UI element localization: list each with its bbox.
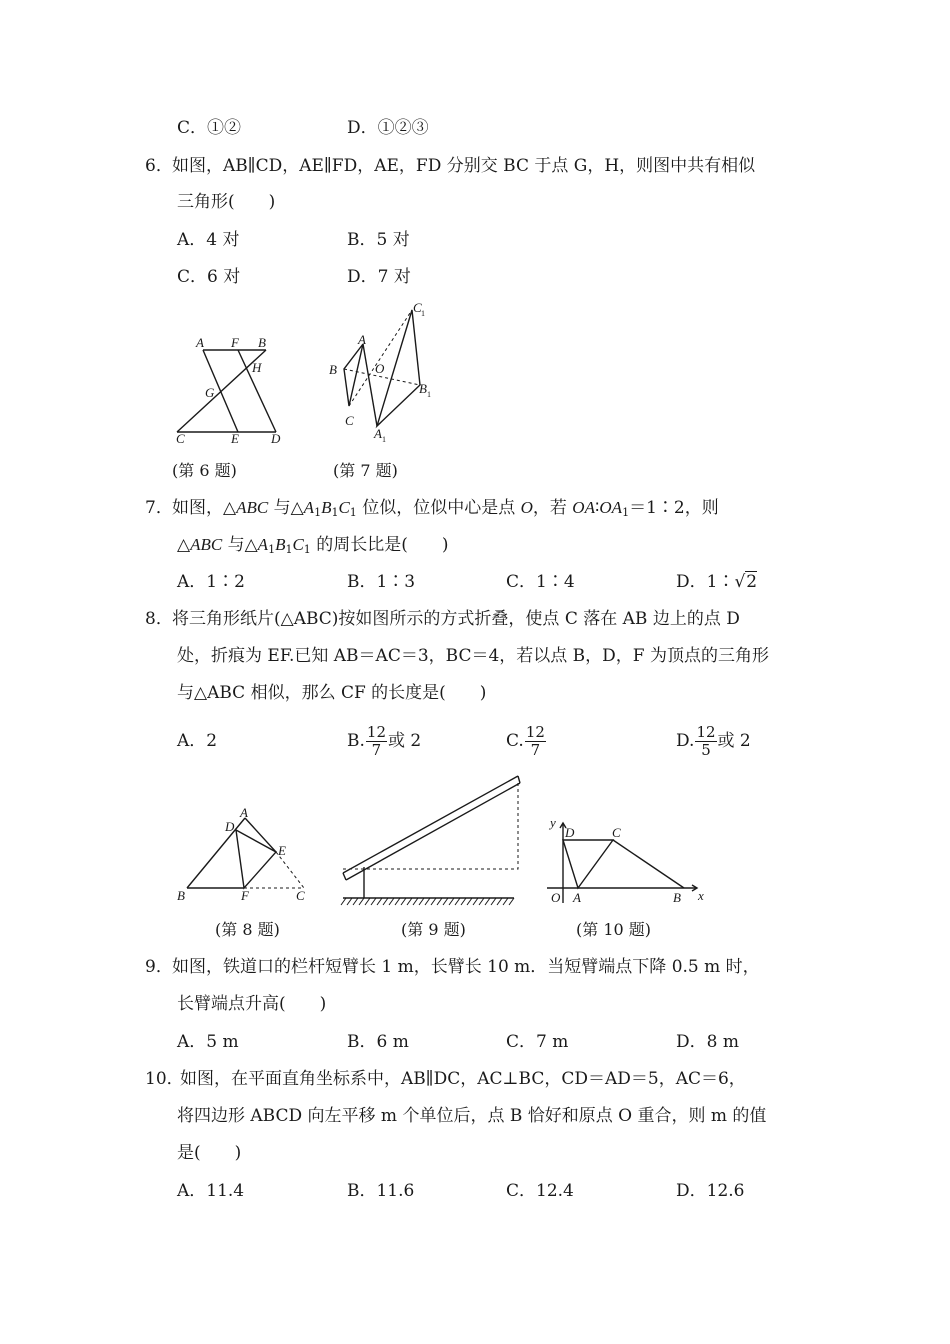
q9-option-b: B．6 m <box>347 1032 409 1052</box>
q6-option-d: D．7 对 <box>347 267 411 287</box>
q5-option-d: D．①②③ <box>347 118 429 138</box>
q5-option-c: C．①② <box>177 118 242 138</box>
q10-stem-line2: 将四边形 ABCD 向左平移 m 个单位后，点 B 恰好和原点 O 重合，则 m 的值 <box>177 1106 767 1126</box>
fig8-label-c: C <box>296 888 305 903</box>
fig7-label-o: O <box>375 361 385 376</box>
fig7-label-b: B <box>329 362 337 377</box>
fig6-label-b: B <box>258 335 266 350</box>
fig10-label-a: A <box>573 890 581 905</box>
fig7-label-c1-sub: 1 <box>421 309 425 318</box>
q8-option-b: B. $\frac{12}{7}$ 或 2 <box>347 723 422 759</box>
fig8-label-f: F <box>241 888 249 903</box>
q6-option-b: B．5 对 <box>347 230 410 250</box>
fig10-label-x: x <box>698 888 704 903</box>
q8-option-d: D. $\frac{12}{5}$ 或 2 <box>676 723 751 759</box>
q6-option-c: C．6 对 <box>177 267 241 287</box>
q9-stem-line1: 如图，铁道口的栏杆短臂长 1 m，长臂长 10 m．当短臂端点下降 0.5 m 时， <box>172 957 760 977</box>
fig8-label-d: D <box>225 819 235 834</box>
fig7-label-a1: A <box>374 426 382 441</box>
q9-stem-line2: 长臂端点升高( ) <box>177 994 327 1014</box>
q9-figure-caption: (第 9 题) <box>401 920 466 939</box>
q7-option-b: B．1∶3 <box>347 572 416 592</box>
q10-number: 10． <box>145 1069 184 1089</box>
fig7-label-b1: B <box>419 381 427 396</box>
q7-option-a: A．1∶2 <box>177 572 245 592</box>
fig10-label-o: O <box>551 890 561 905</box>
q6-number: 6． <box>145 156 173 176</box>
fig6-label-a: A <box>196 335 204 350</box>
q7-figure-caption: (第 7 题) <box>333 461 398 480</box>
q9-option-d: D．8 m <box>676 1032 739 1052</box>
fig6-label-c: C <box>176 431 185 446</box>
fig7-label-a1-sub: 1 <box>382 435 386 444</box>
q6-option-a: A．4 对 <box>177 230 240 250</box>
fig8-label-a: A <box>240 805 248 820</box>
q8-stem-line3: 与△ABC 相似，那么 CF 的长度是( ) <box>177 683 487 703</box>
q8-number: 8． <box>145 609 173 629</box>
fig8-label-b: B <box>177 888 185 903</box>
q10-stem-line3: 是( ) <box>177 1143 242 1163</box>
q6-stem-line2: 三角形( ) <box>177 192 276 212</box>
q7-stem-line1: 如图，△ABC 与$\triangle A_1B_1C_1$ 位似，位似中心是点 O，若 $OA∶OA_1=1∶2$，则 <box>172 498 719 519</box>
fig7-label-c: C <box>345 413 354 428</box>
fig10-label-d: D <box>565 825 575 840</box>
fig10-label-y: y <box>550 815 556 830</box>
fig10-label-c: C <box>612 825 621 840</box>
q9-option-a: A．5 m <box>177 1032 239 1052</box>
fig6-label-e: E <box>231 431 239 446</box>
fig6-label-f: F <box>231 335 239 350</box>
q6-stem-line1: 如图，AB∥CD，AE∥FD，AE，FD 分别交 BC 于点 G，H，则图中共有相似 <box>172 156 756 176</box>
q9-number: 9． <box>145 957 173 977</box>
q8-stem-line2: 处，折痕为 EF.已知 AB＝AC＝3，BC＝4，若以点 B，D，F 为顶点的三角形 <box>177 646 769 666</box>
q10-option-b: B．11.6 <box>347 1181 415 1201</box>
q10-option-c: C．12.4 <box>506 1181 574 1201</box>
fig8-label-e: E <box>278 843 286 858</box>
q10-option-d: D．12.6 <box>676 1181 745 1201</box>
fig7-label-a: A <box>358 332 366 347</box>
q8-figure-caption: (第 8 题) <box>215 920 280 939</box>
q7-number: 7． <box>145 498 173 518</box>
fig6-label-d: D <box>271 431 281 446</box>
fig10-label-b: B <box>673 890 681 905</box>
q7-option-c: C．1∶4 <box>506 572 575 592</box>
q10-option-a: A．11.4 <box>177 1181 245 1201</box>
q7-option-d: D．1∶√2 <box>676 572 758 592</box>
q8-option-c: C. $\frac{12}{7}$ <box>506 723 545 759</box>
q8-option-a: A．2 <box>177 731 218 751</box>
fig6-label-h: H <box>252 360 262 375</box>
fig6-label-g: G <box>205 385 215 400</box>
q8-stem-line1: 将三角形纸片(△ABC)按如图所示的方式折叠，使点 C 落在 AB 边上的点 D <box>172 609 740 629</box>
q10-stem-line1: 如图，在平面直角坐标系中，AB∥DC，AC⊥BC，CD＝AD＝5，AC＝6， <box>180 1069 746 1089</box>
q10-figure-caption: (第 10 题) <box>576 920 652 939</box>
fig7-label-c1: C <box>413 300 422 315</box>
fig7-label-b1-sub: 1 <box>427 390 431 399</box>
q9-option-c: C．7 m <box>506 1032 569 1052</box>
q7-stem-line2: △ABC 与$\triangle A_1B_1C_1$ 的周长比是( ) <box>177 535 449 556</box>
q6-figure-caption: (第 6 题) <box>172 461 237 480</box>
